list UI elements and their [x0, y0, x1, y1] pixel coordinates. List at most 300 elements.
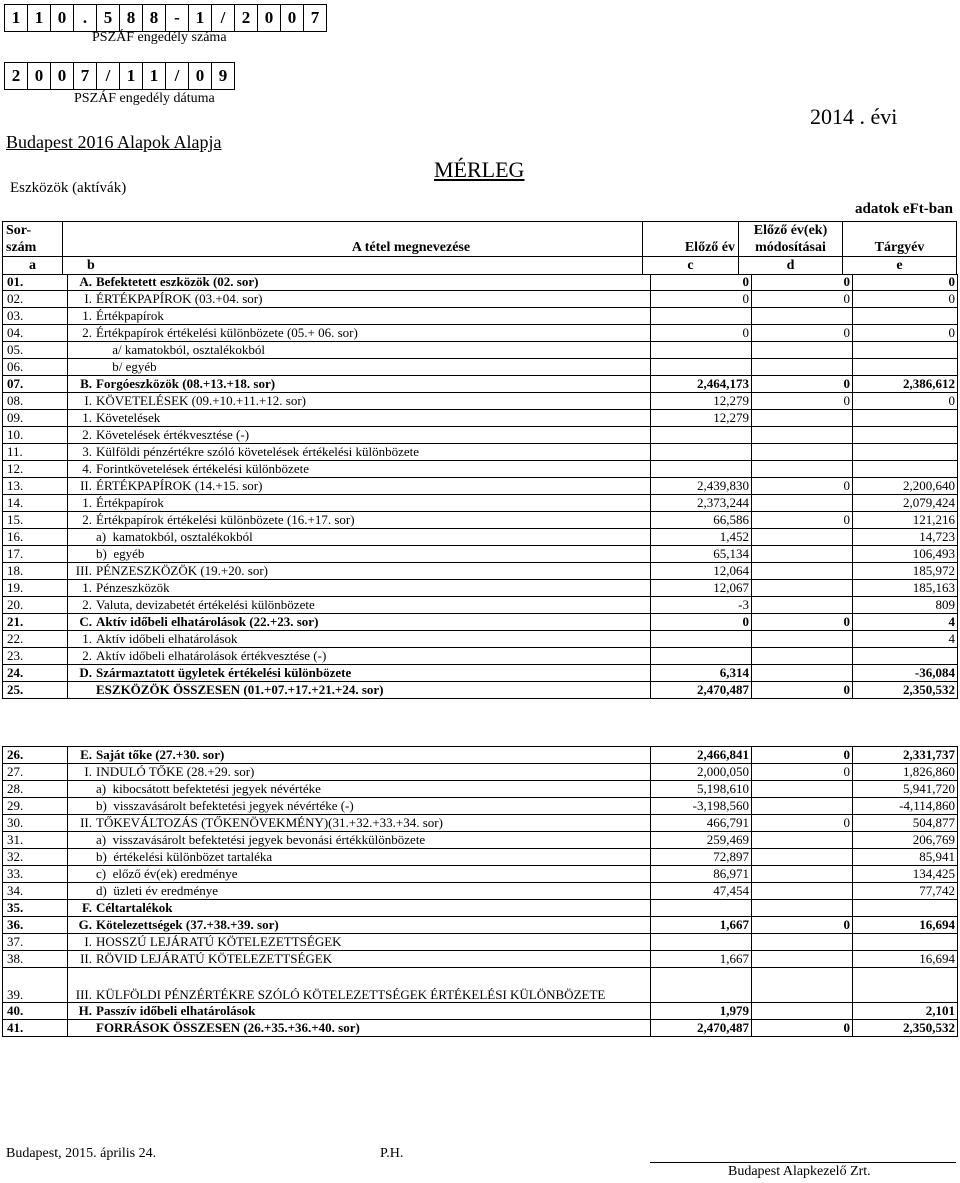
row-current-year: 2,350,532	[853, 1020, 958, 1037]
table-row	[3, 900, 958, 917]
row-name: KÜLFÖLDI PÉNZÉRTÉKRE SZÓLÓ KÖTELEZETTSÉGEK ÉRTÉKELÉSI KÜLÖNBÖZETE	[94, 968, 651, 1003]
row-code	[68, 866, 95, 883]
row-name: a) kamatokból, osztalékokból	[94, 529, 651, 546]
table-row	[3, 798, 958, 815]
row-prev-year: 72,897	[651, 849, 752, 866]
row-number: 02.	[3, 291, 68, 308]
digit-box-cell: .	[74, 5, 97, 32]
row-prev-mod	[752, 461, 853, 478]
row-code: III.	[68, 563, 95, 580]
row-prev-mod	[752, 849, 853, 866]
row-prev-mod: 0	[752, 747, 853, 764]
row-prev-year	[651, 968, 752, 1003]
row-prev-mod	[752, 951, 853, 968]
row-current-year: -36,084	[853, 665, 958, 682]
row-current-year: 16,694	[853, 951, 958, 968]
row-prev-year: 0	[651, 614, 752, 631]
row-prev-year: 86,971	[651, 866, 752, 883]
row-number: 39.	[3, 968, 68, 1003]
digit-box-cell: 0	[281, 5, 304, 32]
table-row	[3, 291, 958, 308]
row-prev-mod	[752, 410, 853, 427]
row-prev-year: 2,439,830	[651, 478, 752, 495]
row-number: 34.	[3, 883, 68, 900]
row-prev-mod: 0	[752, 376, 853, 393]
table-row	[3, 546, 958, 563]
table-row	[3, 832, 958, 849]
table-row	[3, 495, 958, 512]
row-current-year: 2,079,424	[853, 495, 958, 512]
row-current-year	[853, 968, 958, 1003]
row-number: 11.	[3, 444, 68, 461]
row-number: 30.	[3, 815, 68, 832]
table-row	[3, 614, 958, 631]
license-date-label: PSZÁF engedély dátuma	[74, 91, 215, 106]
row-prev-mod	[752, 781, 853, 798]
row-number: 05.	[3, 342, 68, 359]
row-code: 1.	[68, 308, 95, 325]
row-prev-year	[651, 342, 752, 359]
row-code: 1.	[68, 410, 95, 427]
digit-box-cell: /	[166, 63, 189, 90]
row-current-year: 0	[853, 393, 958, 410]
row-current-year: 185,163	[853, 580, 958, 597]
row-number: 20.	[3, 597, 68, 614]
row-current-year	[853, 359, 958, 376]
table-row	[3, 597, 958, 614]
table-row	[3, 444, 958, 461]
row-number: 37.	[3, 934, 68, 951]
table-row	[3, 512, 958, 529]
row-prev-mod	[752, 427, 853, 444]
row-name: Forintkövetelések értékelési különbözete	[94, 461, 651, 478]
col-item: A tétel megnevezése	[63, 222, 643, 257]
row-number: 40.	[3, 1003, 68, 1020]
row-current-year: 134,425	[853, 866, 958, 883]
row-number: 28.	[3, 781, 68, 798]
row-code: 1.	[68, 495, 95, 512]
col-current-year: Tárgyév	[843, 222, 957, 257]
digit-box-cell: 1	[143, 63, 166, 90]
row-code	[68, 529, 95, 546]
row-prev-mod: 0	[752, 512, 853, 529]
row-prev-mod: 0	[752, 325, 853, 342]
row-number: 38.	[3, 951, 68, 968]
digit-box-cell: 8	[143, 5, 166, 32]
row-prev-year: 2,464,173	[651, 376, 752, 393]
row-current-year: 121,216	[853, 512, 958, 529]
row-prev-mod	[752, 597, 853, 614]
row-prev-year: 65,134	[651, 546, 752, 563]
row-number: 09.	[3, 410, 68, 427]
row-current-year	[853, 427, 958, 444]
row-current-year: -4,114,860	[853, 798, 958, 815]
row-current-year: 106,493	[853, 546, 958, 563]
row-prev-year: 0	[651, 325, 752, 342]
table-row	[3, 1020, 958, 1037]
row-current-year: 0	[853, 274, 958, 291]
col-sor: Sor- szám	[3, 222, 63, 257]
row-prev-year: 12,279	[651, 410, 752, 427]
row-number: 03.	[3, 308, 68, 325]
table-row	[3, 883, 958, 900]
row-prev-year: 466,791	[651, 815, 752, 832]
ph-stamp-label: P.H.	[380, 1146, 404, 1161]
row-number: 01.	[3, 274, 68, 291]
row-prev-mod	[752, 648, 853, 665]
table-row	[3, 968, 958, 1003]
row-prev-mod: 0	[752, 682, 853, 699]
row-prev-mod	[752, 934, 853, 951]
row-prev-mod	[752, 529, 853, 546]
row-current-year: 2,200,640	[853, 478, 958, 495]
row-name: FORRÁSOK ÖSSZESEN (26.+35.+36.+40. sor)	[94, 1020, 651, 1037]
row-name: Befektetett eszközök (02. sor)	[94, 274, 651, 291]
row-prev-year: 47,454	[651, 883, 752, 900]
row-prev-mod	[752, 546, 853, 563]
row-prev-mod: 0	[752, 764, 853, 781]
col-letter-b: b	[63, 257, 643, 275]
row-number: 21.	[3, 614, 68, 631]
row-current-year: 16,694	[853, 917, 958, 934]
row-current-year	[853, 461, 958, 478]
row-name: ÉRTÉKPAPÍROK (03.+04. sor)	[94, 291, 651, 308]
row-prev-year	[651, 308, 752, 325]
row-code: E.	[68, 747, 95, 764]
table-row	[3, 580, 958, 597]
row-prev-year	[651, 359, 752, 376]
col-letter-d: d	[739, 257, 843, 275]
table-row	[3, 274, 958, 291]
row-number: 29.	[3, 798, 68, 815]
table-row	[3, 866, 958, 883]
row-code	[68, 359, 95, 376]
row-current-year: 206,769	[853, 832, 958, 849]
row-prev-mod: 0	[752, 614, 853, 631]
row-number: 07.	[3, 376, 68, 393]
row-prev-year: 2,000,050	[651, 764, 752, 781]
row-current-year: 5,941,720	[853, 781, 958, 798]
row-prev-mod: 0	[752, 917, 853, 934]
column-header	[2, 221, 957, 275]
row-name: Pénzeszközök	[94, 580, 651, 597]
row-prev-mod	[752, 832, 853, 849]
table-row	[3, 1003, 958, 1020]
row-name: Aktív időbeli elhatárolások (22.+23. sor)	[94, 614, 651, 631]
row-prev-year: 2,373,244	[651, 495, 752, 512]
row-number: 33.	[3, 866, 68, 883]
row-code	[68, 832, 95, 849]
row-name: a) kibocsátott befektetési jegyek névértéke	[94, 781, 651, 798]
digit-box-cell: -	[166, 5, 189, 32]
row-prev-mod	[752, 900, 853, 917]
row-current-year: 85,941	[853, 849, 958, 866]
license-number-boxes	[4, 4, 327, 32]
license-date-boxes	[4, 62, 235, 90]
liabilities-table	[2, 746, 958, 1037]
signatory: Budapest Alapkezelő Zrt.	[728, 1164, 871, 1179]
row-name: Származtatott ügyletek értékelési különbözete	[94, 665, 651, 682]
table-row	[3, 665, 958, 682]
row-number: 31.	[3, 832, 68, 849]
row-code: II.	[68, 478, 95, 495]
unit-label: adatok eFt-ban	[855, 201, 953, 217]
row-current-year	[853, 648, 958, 665]
table-row	[3, 747, 958, 764]
row-current-year: 4	[853, 614, 958, 631]
row-prev-mod	[752, 308, 853, 325]
col-letter-c: c	[643, 257, 739, 275]
table-row	[3, 529, 958, 546]
row-code: I.	[68, 764, 95, 781]
row-name: TŐKEVÁLTOZÁS (TŐKENÖVEKMÉNY)(31.+32.+33.+34. sor)	[94, 815, 651, 832]
row-name: b) visszavásárolt befektetési jegyek névértéke (-)	[94, 798, 651, 815]
row-number: 13.	[3, 478, 68, 495]
row-prev-year	[651, 444, 752, 461]
row-code: A.	[68, 274, 95, 291]
digit-box-cell: 7	[304, 5, 327, 32]
table-row	[3, 325, 958, 342]
row-number: 41.	[3, 1020, 68, 1037]
row-code: 1.	[68, 580, 95, 597]
row-number: 04.	[3, 325, 68, 342]
row-name: Követelések értékvesztése (-)	[94, 427, 651, 444]
row-code: 2.	[68, 325, 95, 342]
row-current-year: 2,331,737	[853, 747, 958, 764]
row-name: ESZKÖZÖK ÖSSZESEN (01.+07.+17.+21.+24. sor)	[94, 682, 651, 699]
row-prev-year: -3	[651, 597, 752, 614]
col-letter-a: a	[3, 257, 63, 275]
row-prev-mod: 0	[752, 478, 853, 495]
row-current-year	[853, 308, 958, 325]
table-row	[3, 764, 958, 781]
row-code: I.	[68, 291, 95, 308]
row-prev-mod	[752, 1003, 853, 1020]
table-row	[3, 427, 958, 444]
row-prev-year: 12,279	[651, 393, 752, 410]
row-name: Értékpapírok	[94, 495, 651, 512]
row-code: B.	[68, 376, 95, 393]
row-current-year	[853, 934, 958, 951]
table-row	[3, 849, 958, 866]
row-prev-mod	[752, 495, 853, 512]
row-current-year	[853, 410, 958, 427]
row-name: Saját tőke (27.+30. sor)	[94, 747, 651, 764]
license-number-label: PSZÁF engedély száma	[92, 30, 227, 45]
digit-box-cell: 2	[5, 63, 28, 90]
row-number: 35.	[3, 900, 68, 917]
table-row	[3, 461, 958, 478]
row-code: 2.	[68, 427, 95, 444]
row-number: 27.	[3, 764, 68, 781]
row-prev-year: 2,466,841	[651, 747, 752, 764]
table-row	[3, 308, 958, 325]
row-number: 19.	[3, 580, 68, 597]
row-code: II.	[68, 815, 95, 832]
row-name: c) előző év(ek) eredménye	[94, 866, 651, 883]
row-name: Értékpapírok értékelési különbözete (16.+17. sor)	[94, 512, 651, 529]
row-prev-mod	[752, 359, 853, 376]
row-code	[68, 342, 95, 359]
row-code: F.	[68, 900, 95, 917]
row-prev-mod	[752, 580, 853, 597]
assets-table	[2, 274, 958, 699]
row-prev-mod: 0	[752, 815, 853, 832]
row-code: I.	[68, 393, 95, 410]
digit-box-cell: 5	[97, 5, 120, 32]
row-name: b) egyéb	[94, 546, 651, 563]
row-prev-year: 2,470,487	[651, 682, 752, 699]
row-prev-year: 1,667	[651, 917, 752, 934]
digit-box-cell: 7	[74, 63, 97, 90]
row-name: ÉRTÉKPAPÍROK (14.+15. sor)	[94, 478, 651, 495]
row-current-year	[853, 900, 958, 917]
row-number: 08.	[3, 393, 68, 410]
row-number: 14.	[3, 495, 68, 512]
row-name: Céltartalékok	[94, 900, 651, 917]
table-row	[3, 410, 958, 427]
row-current-year: 185,972	[853, 563, 958, 580]
row-name: PÉNZESZKÖZÖK (19.+20. sor)	[94, 563, 651, 580]
report-year: 2014 . évi	[810, 104, 898, 129]
row-code	[68, 1020, 95, 1037]
table-row	[3, 631, 958, 648]
digit-box-cell: 1	[28, 5, 51, 32]
row-current-year: 504,877	[853, 815, 958, 832]
row-current-year: 2,350,532	[853, 682, 958, 699]
row-prev-year	[651, 631, 752, 648]
table-row	[3, 951, 958, 968]
col-prev-mod: Előző év(ek) módosításai	[739, 222, 843, 257]
digit-box-cell: 8	[120, 5, 143, 32]
place-date: Budapest, 2015. április 24.	[6, 1146, 157, 1161]
row-code: C.	[68, 614, 95, 631]
row-prev-year: 12,067	[651, 580, 752, 597]
row-number: 06.	[3, 359, 68, 376]
row-prev-year: 6,314	[651, 665, 752, 682]
signature-line	[650, 1162, 956, 1163]
table-row	[3, 563, 958, 580]
table-row	[3, 342, 958, 359]
row-prev-mod	[752, 883, 853, 900]
row-number: 17.	[3, 546, 68, 563]
row-code	[68, 883, 95, 900]
row-number: 24.	[3, 665, 68, 682]
row-code: II.	[68, 951, 95, 968]
col-letter-e: e	[843, 257, 957, 275]
row-number: 10.	[3, 427, 68, 444]
row-prev-mod	[752, 866, 853, 883]
row-name: d) üzleti év eredménye	[94, 883, 651, 900]
row-prev-year	[651, 648, 752, 665]
row-code	[68, 849, 95, 866]
row-number: 32.	[3, 849, 68, 866]
row-name: INDULÓ TŐKE (28.+29. sor)	[94, 764, 651, 781]
row-prev-year: 0	[651, 274, 752, 291]
row-current-year: 1,826,860	[853, 764, 958, 781]
digit-box-cell: 0	[51, 5, 74, 32]
row-number: 23.	[3, 648, 68, 665]
row-name: Forgóeszközök (08.+13.+18. sor)	[94, 376, 651, 393]
digit-box-cell: 2	[235, 5, 258, 32]
row-prev-mod	[752, 665, 853, 682]
row-number: 26.	[3, 747, 68, 764]
row-prev-year: 1,452	[651, 529, 752, 546]
row-prev-mod	[752, 563, 853, 580]
row-name: Kötelezettségek (37.+38.+39. sor)	[94, 917, 651, 934]
row-current-year: 2,101	[853, 1003, 958, 1020]
row-prev-mod	[752, 342, 853, 359]
digit-box-cell: 1	[120, 63, 143, 90]
digit-box-cell: 0	[258, 5, 281, 32]
row-number: 25.	[3, 682, 68, 699]
row-name: b/ egyéb	[94, 359, 651, 376]
row-prev-year	[651, 900, 752, 917]
row-prev-year: 12,064	[651, 563, 752, 580]
row-current-year: 77,742	[853, 883, 958, 900]
col-prev-year: Előző év	[643, 222, 739, 257]
row-code: 3.	[68, 444, 95, 461]
row-name: a/ kamatokból, osztalékokból	[94, 342, 651, 359]
row-name: Valuta, devizabetét értékelési különbözete	[94, 597, 651, 614]
row-name: a) visszavásárolt befektetési jegyek bevonási értékkülönbözete	[94, 832, 651, 849]
row-current-year: 809	[853, 597, 958, 614]
row-code: H.	[68, 1003, 95, 1020]
row-code: G.	[68, 917, 95, 934]
row-name: Passzív időbeli elhatárolások	[94, 1003, 651, 1020]
digit-box-cell: 9	[212, 63, 235, 90]
row-name: Értékpapírok	[94, 308, 651, 325]
row-prev-year: 1,667	[651, 951, 752, 968]
row-prev-mod: 0	[752, 291, 853, 308]
row-code	[68, 682, 95, 699]
row-name: b) értékelési különbözet tartaléka	[94, 849, 651, 866]
row-name: RÖVID LEJÁRATÚ KÖTELEZETTSÉGEK	[94, 951, 651, 968]
row-code: 2.	[68, 648, 95, 665]
row-prev-year	[651, 934, 752, 951]
digit-box-cell: 0	[51, 63, 74, 90]
digit-box-cell: 1	[189, 5, 212, 32]
row-prev-mod	[752, 968, 853, 1003]
row-current-year: 0	[853, 325, 958, 342]
row-code	[68, 798, 95, 815]
section-title: Eszközök (aktívák)	[10, 180, 127, 196]
row-prev-mod	[752, 798, 853, 815]
row-name: Aktív időbeli elhatárolások	[94, 631, 651, 648]
table-row	[3, 815, 958, 832]
table-row	[3, 934, 958, 951]
row-number: 15.	[3, 512, 68, 529]
row-prev-year	[651, 461, 752, 478]
row-name: Értékpapírok értékelési különbözete (05.+ 06. sor)	[94, 325, 651, 342]
row-prev-year: 2,470,487	[651, 1020, 752, 1037]
table-row	[3, 781, 958, 798]
row-code: 4.	[68, 461, 95, 478]
row-current-year	[853, 444, 958, 461]
row-code: 1.	[68, 631, 95, 648]
row-number: 16.	[3, 529, 68, 546]
row-code: 2.	[68, 597, 95, 614]
row-name: Aktív időbeli elhatárolások értékvesztése (-)	[94, 648, 651, 665]
table-row	[3, 393, 958, 410]
row-prev-mod: 0	[752, 393, 853, 410]
table-row	[3, 917, 958, 934]
row-prev-mod: 0	[752, 274, 853, 291]
row-prev-year: 259,469	[651, 832, 752, 849]
row-name: KÖVETELÉSEK (09.+10.+11.+12. sor)	[94, 393, 651, 410]
table-row	[3, 478, 958, 495]
row-code: D.	[68, 665, 95, 682]
